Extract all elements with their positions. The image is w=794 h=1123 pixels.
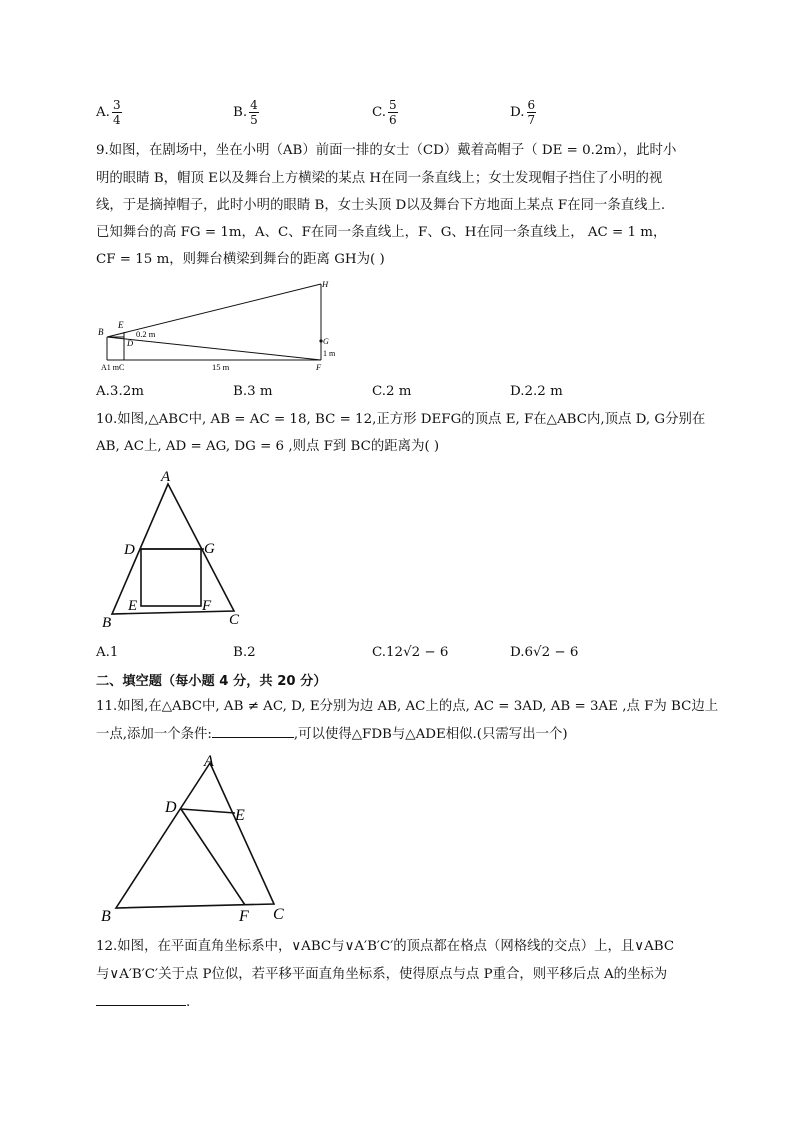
q8-option-b-den: 5 xyxy=(250,113,258,127)
q11-label-c: C xyxy=(273,906,284,923)
q9-figure xyxy=(94,276,344,376)
q9-label-b: B xyxy=(98,327,104,337)
q9-label-de: 0.2 m xyxy=(136,329,156,339)
q11-line-1: 11.如图,在△ABC中, AB ≠ AC, D, E分别为边 AB, AC上的点, AC = 3AD, AB = 3AE ,点 F为 BC边上 xyxy=(96,699,719,714)
q10-option-c: C.12√2 − 6 xyxy=(372,645,449,660)
q11-answer-blank[interactable] xyxy=(212,725,294,738)
q9-label-f: F xyxy=(316,362,322,372)
q10-label-f: F xyxy=(202,598,212,614)
q11-label-b: B xyxy=(101,908,111,925)
q8-option-a-label: A. xyxy=(96,105,110,120)
q10-label-e: E xyxy=(128,598,138,614)
q11-segment-de xyxy=(181,809,235,813)
q8-option-b xyxy=(233,98,259,127)
q9-label-e: E xyxy=(118,320,124,330)
q11-triangle-abc xyxy=(116,763,274,908)
q8-option-d-den: 7 xyxy=(527,113,536,127)
q11-label-d: D xyxy=(165,799,177,816)
q10-label-g: G xyxy=(204,541,215,557)
q9-label-h: H xyxy=(322,279,329,289)
q9-line-2: 明的眼睛 B，帽顶 E以及舞台上方横梁的某点 H在同一条直线上；女士发现帽子挡住了小明的视 xyxy=(96,171,663,186)
q8-option-d-label: D. xyxy=(510,105,525,120)
q8-option-c-label: C. xyxy=(372,105,387,120)
q9-option-a: A.3.2m xyxy=(96,384,144,399)
q10-line-2: AB, AC上, AD = AG, DG = 6 ,则点 F到 BC的距离为( ) xyxy=(96,439,440,454)
q8-option-a xyxy=(96,98,122,127)
q10-square-defg xyxy=(141,549,201,606)
q9-label-d: D xyxy=(127,338,134,348)
q11-line-2 xyxy=(96,725,568,744)
q9-option-c: C.2 m xyxy=(372,384,412,399)
q9-label-fg: 1 m xyxy=(323,349,336,358)
q11-label-e: E xyxy=(235,807,245,824)
q8-option-c-num: 5 xyxy=(389,98,397,112)
q9-label-cf: 15 m xyxy=(212,362,230,372)
q9-line-3: 线，于是摘掉帽子，此时小明的眼睛 B，女士头顶 D以及舞台下方地面上某点 F在同一条直线上. xyxy=(96,198,666,213)
q10-option-b: B.2 xyxy=(233,645,256,660)
q12-line-2: 与∨A′B′C′关于点 P位似，若平移平面直角坐标系，使得原点与点 P重合，则平移后点 A的坐标为 xyxy=(96,967,668,982)
q11-label-a: A xyxy=(204,753,214,770)
q8-option-c-den: 6 xyxy=(389,113,397,127)
q8-option-d-fraction xyxy=(527,98,537,127)
q10-line-1: 10.如图,△ABC中, AB = AC = 18, BC = 12,正方形 DEFG的顶点 E, F在△ABC内,顶点 D, G分别在 xyxy=(96,412,706,427)
q10-option-a: A.1 xyxy=(96,645,119,660)
q8-option-c-fraction xyxy=(388,98,398,127)
q9-line-bf xyxy=(107,337,321,360)
q8-option-a-fraction xyxy=(112,98,122,127)
q12-line-3-period: . xyxy=(186,995,191,1010)
q11-line-2-suffix: ,可以使得△FDB与△ADE相似.(只需写出一个) xyxy=(293,727,568,742)
q12-line-3 xyxy=(96,993,190,1012)
q9-label-g: G xyxy=(323,337,329,346)
q11-figure xyxy=(94,748,304,926)
q10-label-b: B xyxy=(102,615,112,631)
q12-line-1: 12.如图，在平面直角坐标系中，∨ABC与∨A′B′C′的顶点都在格点（网格线的交点）上，且∨ABC xyxy=(96,939,675,954)
q11-label-f: F xyxy=(239,908,249,925)
q8-option-d xyxy=(510,98,536,127)
q8-option-b-label: B. xyxy=(233,105,248,120)
q9-line-5: CF = 15 m，则舞台横梁到舞台的距离 GH为( ) xyxy=(96,252,385,267)
q8-option-d-num: 6 xyxy=(527,98,536,112)
q9-option-b: B.3 m xyxy=(233,384,273,399)
q8-option-a-den: 4 xyxy=(112,113,121,127)
q9-line-1: 9.如图，在剧场中，坐在小明（AB）前面一排的女士（CD）戴着高帽子（ DE = 0.2m），此时小 xyxy=(96,143,677,158)
q9-line-4: 已知舞台的高 FG = 1m，A、C、F在同一条直线上，F、G、H在同一条直线上， AC = 1 m， xyxy=(96,225,667,240)
q8-option-b-fraction xyxy=(249,98,259,127)
section-title-fill-blank: 二、填空题（每小题 4 分，共 20 分） xyxy=(96,674,327,689)
q9-label-ac: A1 mC xyxy=(101,363,125,372)
q10-option-d: D.6√2 − 6 xyxy=(510,645,579,660)
q10-figure xyxy=(94,464,254,634)
q10-label-a: A xyxy=(161,469,171,485)
q8-option-a-num: 3 xyxy=(112,98,121,112)
q8-option-b-num: 4 xyxy=(250,98,258,112)
q9-option-d: D.2.2 m xyxy=(510,384,563,399)
q8-option-c xyxy=(372,98,398,127)
q11-line-2-prefix: 一点,添加一个条件: xyxy=(96,727,212,742)
q12-answer-blank[interactable] xyxy=(96,993,186,1006)
q10-label-c: C xyxy=(229,612,240,628)
q10-label-d: D xyxy=(124,542,135,558)
